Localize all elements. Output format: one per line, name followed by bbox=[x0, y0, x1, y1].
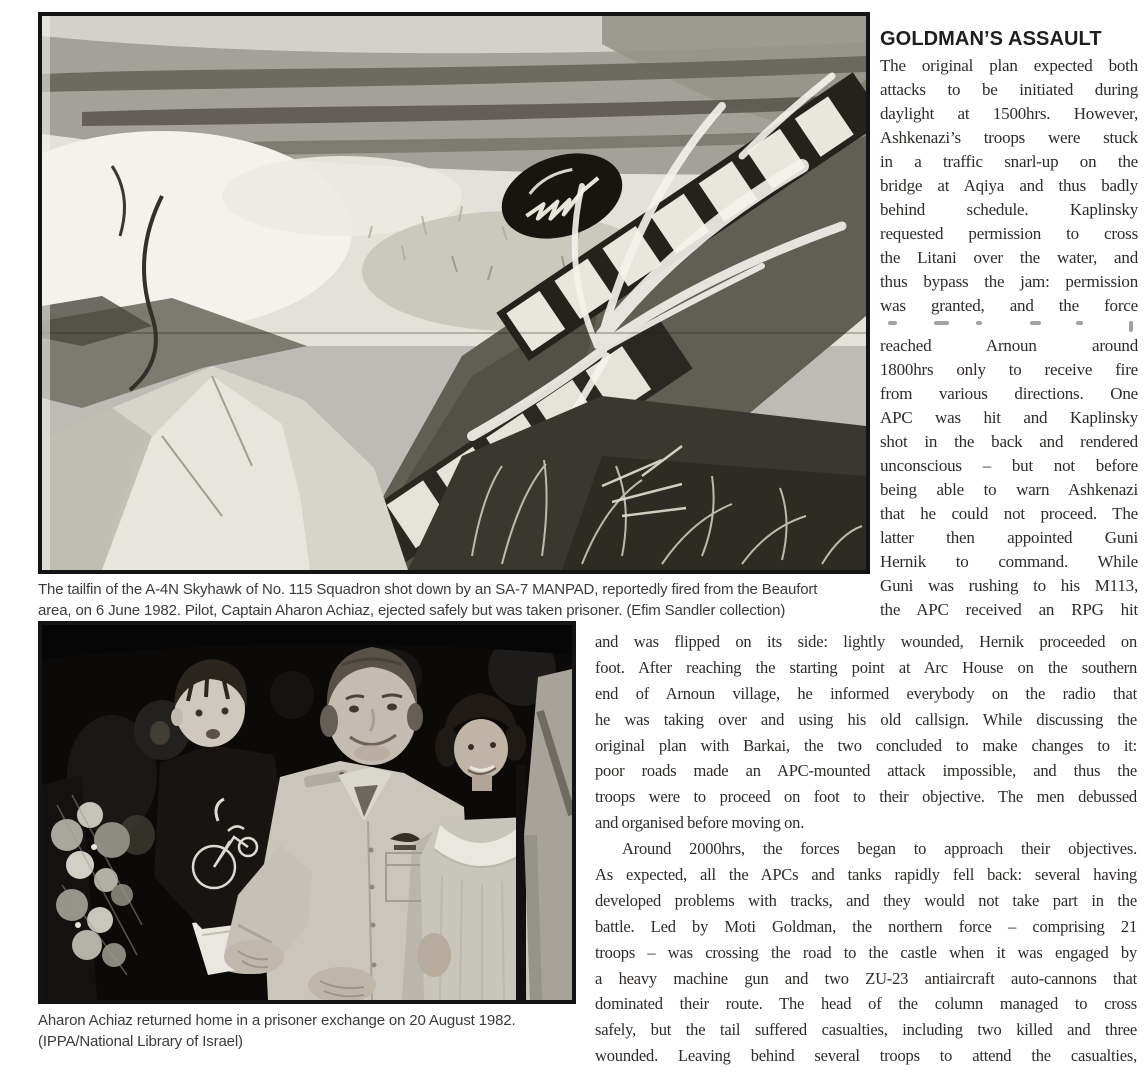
text-line: being able to warn Ashkenazi bbox=[880, 480, 1138, 499]
text-line: was granted, and the force bbox=[880, 296, 1138, 315]
text-line: battle. Led by Moti Goldman, the northern force – comprising 21 bbox=[595, 916, 1137, 936]
text-line: troops – was crossing the road to the castle when it was engaged by bbox=[595, 942, 1137, 962]
text-line: area, on 6 June 1982. Pilot, Captain Aharon Achiaz, ejected safely but was taken prisoner. (Efim Sandler collection) bbox=[38, 602, 786, 619]
text-line: thus bypass the jam: permission bbox=[880, 272, 1138, 291]
text-line: poor roads made an APC-mounted attack impossible, and thus the bbox=[595, 761, 1137, 781]
text-line: foot. After reaching the starting point at Arc House on the southern bbox=[595, 657, 1137, 677]
tailfin-photo-caption bbox=[38, 579, 870, 621]
scan-seam-line bbox=[42, 332, 866, 334]
text-line: end of Arnoun village, he informed everybody on the radio that bbox=[595, 683, 1137, 703]
homecoming-photo-illustration bbox=[42, 625, 572, 1000]
text-line: Guni was rushing to his M113, bbox=[880, 576, 1138, 595]
text-line: latter then appointed Guni bbox=[880, 528, 1138, 547]
tailfin-photo-illustration bbox=[42, 16, 866, 570]
text-line: As expected, all the APCs and tanks rapidly fell back: several having bbox=[595, 865, 1137, 885]
text-line: safely, but the tail suffered casualties, including two killed and three bbox=[595, 1020, 1137, 1040]
text-line: from various directions. One bbox=[880, 384, 1138, 403]
right-text-column bbox=[880, 26, 1138, 622]
text-line: (IPPA/National Library of Israel) bbox=[38, 1033, 243, 1050]
narrow-paragraph-lower bbox=[880, 334, 1138, 622]
text-line: in a traffic snarl-up on the bbox=[880, 152, 1138, 171]
text-line: wounded. Leaving behind several troops to attend the casualties, bbox=[595, 1046, 1137, 1066]
text-line: and organised before moving on. bbox=[595, 813, 805, 833]
text-line: dominated their route. The head of the column managed to cross bbox=[595, 994, 1137, 1014]
bottom-text-column bbox=[595, 629, 1137, 1069]
text-line: Ashkenazi’s troops were stuck bbox=[880, 128, 1138, 147]
paragraph-continuation bbox=[595, 629, 1137, 836]
erased-line-artifact bbox=[880, 318, 1138, 334]
text-line: he was taking over and using his old callsign. While discussing the bbox=[595, 709, 1137, 729]
text-line: attacks to be initiated during bbox=[880, 80, 1138, 99]
text-line: Hernik to command. While bbox=[880, 552, 1138, 571]
text-line: bridge at Aqiya and thus badly bbox=[880, 176, 1138, 195]
text-line: shot in the back and rendered bbox=[880, 432, 1138, 451]
text-line: a heavy machine gun and two ZU-23 antiaircraft auto-cannons that bbox=[595, 968, 1137, 988]
text-line: unconscious – but not before bbox=[880, 456, 1138, 475]
text-line: requested permission to cross bbox=[880, 224, 1138, 243]
text-line: troops were to proceed on foot to their objective. The men debussed bbox=[595, 787, 1137, 807]
text-line: daylight at 1500hrs. However, bbox=[880, 104, 1138, 123]
text-line: reached Arnoun around bbox=[880, 336, 1138, 355]
text-line: Around 2000hrs, the forces began to approach their objectives. bbox=[622, 839, 1137, 859]
text-line: the Litani over the water, and bbox=[880, 248, 1138, 267]
text-line: APC was hit and Kaplinsky bbox=[880, 408, 1138, 427]
text-line: The tailfin of the A-4N Skyhawk of No. 115 Squadron shot down by an SA-7 MANPAD, reportedly fired from the Beaufort bbox=[38, 581, 818, 598]
section-heading: GOLDMAN’S ASSAULT bbox=[880, 28, 1102, 50]
figure-tailfin-photo bbox=[38, 12, 870, 574]
text-line: original plan with Barkai, the two concluded to make changes to it: bbox=[595, 735, 1137, 755]
text-line: and was flipped on its side: lightly wounded, Hernik proceeded on bbox=[595, 632, 1137, 651]
narrow-paragraph-upper bbox=[880, 54, 1138, 318]
figure-homecoming-photo bbox=[38, 621, 576, 1004]
text-line: behind schedule. Kaplinsky bbox=[880, 200, 1138, 219]
text-line: that he could not proceed. The bbox=[880, 504, 1138, 523]
text-line: The original plan expected both bbox=[880, 56, 1138, 75]
text-line: the APC received an RPG hit bbox=[880, 600, 1138, 619]
text-line: 1800hrs only to receive fire bbox=[880, 360, 1138, 379]
text-line: Aharon Achiaz returned home in a prisoner exchange on 20 August 1982. bbox=[38, 1012, 516, 1029]
homecoming-photo-caption bbox=[38, 1010, 583, 1052]
paragraph-around-2000hrs bbox=[595, 836, 1137, 1069]
text-line: developed problems with tracks, and they would not take part in the bbox=[595, 890, 1137, 910]
